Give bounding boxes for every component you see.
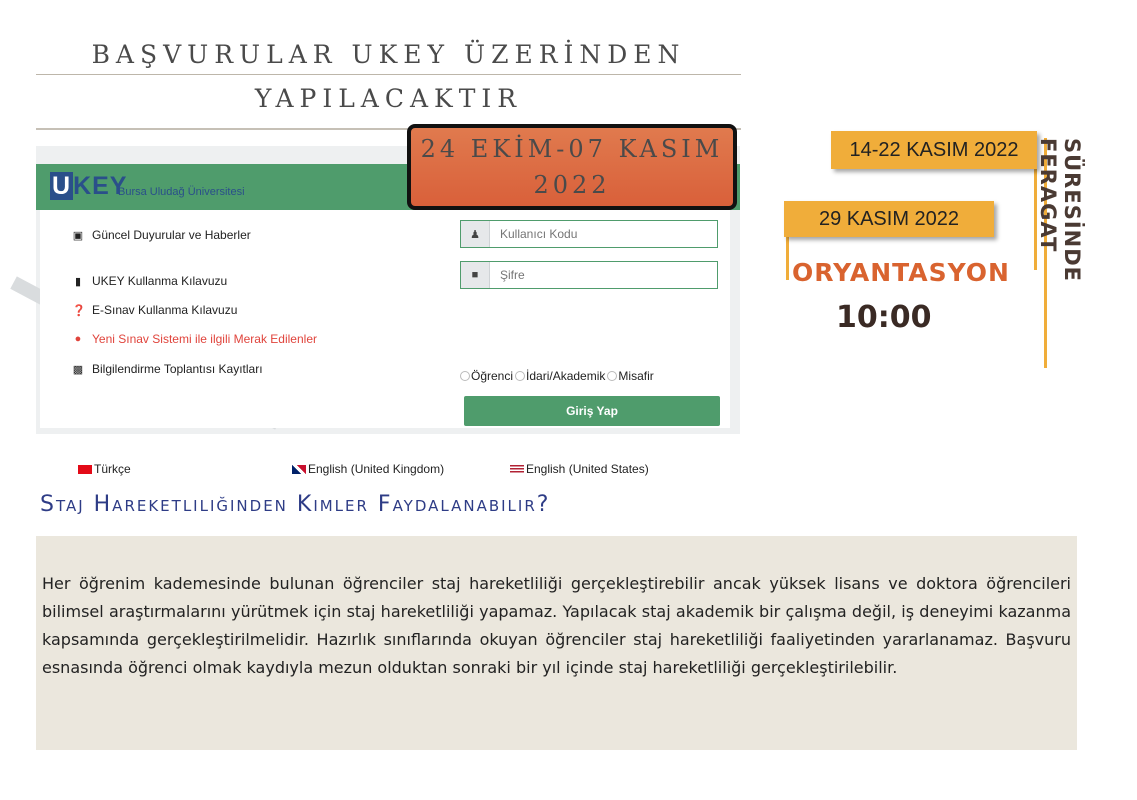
radio-label: Misafir <box>618 369 654 383</box>
lock-icon: ■ <box>461 262 490 288</box>
application-date-box <box>407 124 737 210</box>
menu-item-label: UKEY Kullanma Kılavuzu <box>92 274 228 288</box>
page-title-line2: YAPILACAKTIR <box>254 84 523 113</box>
password-input[interactable] <box>490 262 717 288</box>
section-heading: Staj Hareketliliğinden Kimler Faydalanabilir? <box>40 492 551 517</box>
radio-label: İdari/Akademik <box>526 369 606 383</box>
language-english-uk[interactable] <box>292 462 444 476</box>
date-tag-orientation: 29 KASIM 2022 <box>784 201 994 237</box>
language-label: English (United States) <box>526 462 649 476</box>
username-input[interactable] <box>490 221 717 247</box>
language-label: Türkçe <box>94 462 131 476</box>
language-turkish[interactable] <box>78 462 131 476</box>
us-flag-icon <box>510 465 524 474</box>
bullet-icon: ● <box>74 333 82 345</box>
role-selector <box>460 369 654 383</box>
ukey-logo <box>50 172 127 201</box>
radio-label: Öğrenci <box>471 369 514 383</box>
role-radio-guest[interactable] <box>607 369 653 383</box>
title-divider <box>36 74 741 75</box>
role-radio-student[interactable] <box>460 369 513 383</box>
menu-item-label: E-Sınav Kullanma Kılavuzu <box>92 303 238 317</box>
login-button[interactable]: Giriş Yap <box>464 396 720 426</box>
date-range-line1: 24 EKİM-07 KASIM <box>420 135 724 163</box>
orientation-time: 10:00 <box>836 300 932 335</box>
menu-item-label: Yeni Sınav Sistemi ile ilgili Merak Edilenler <box>92 332 317 346</box>
language-label: English (United Kingdom) <box>308 462 445 476</box>
question-circle-icon: ❓ <box>72 304 86 317</box>
menu-item-esinav-guide[interactable] <box>72 303 237 317</box>
menu-item-label: Güncel Duyurular ve Haberler <box>92 228 251 242</box>
facebook-icon: ▣ <box>72 229 84 242</box>
page-title-line1: BAŞVURULAR UKEY ÜZERİNDEN <box>91 40 686 69</box>
menu-item-announcements[interactable] <box>72 228 251 242</box>
menu-item-ukey-guide[interactable] <box>72 274 227 288</box>
university-name: Bursa Uludağ Üniversitesi <box>118 186 245 198</box>
ukey-logo-text: KEY <box>73 172 128 200</box>
username-field[interactable] <box>460 220 718 248</box>
radio-dot <box>607 371 617 381</box>
orientation-label: ORYANTASYON <box>792 258 1010 287</box>
info-textbox <box>36 536 1077 750</box>
radio-dot <box>460 371 470 381</box>
date-range-line2: 2022 <box>533 171 611 199</box>
password-field[interactable] <box>460 261 718 289</box>
login-card <box>40 210 730 476</box>
user-icon: ♟ <box>461 221 490 247</box>
radio-dot <box>515 371 525 381</box>
ukey-logo-u: U <box>52 172 72 200</box>
role-radio-admin-academic[interactable] <box>515 369 605 383</box>
book-icon: ▮ <box>74 275 82 288</box>
decorative-line <box>786 236 789 280</box>
section-body: Her öğrenim kademesinde bulunan öğrenciler staj hareketliliği gerçekleştirebilir ancak yüksek lisans ve doktora öğrencileri bilimsel araştırmalarını yürütmek için staj hareketliliği yapamaz. Yapılacak staj akademik bir çalışma değil, iş deneyimi kazanma kapsamında gerçekleştirilmelidir. Hazırlık sınıflarında okuyan öğrenciler staj hareketliliği faaliyetinden yararlanamaz. Başvuru esnasında öğrenci olmak kaydıyla mezun olduktan sonraki bir yıl içinde staj hareketliliği gerçekleştirilebilir. <box>42 574 1071 677</box>
language-english-us[interactable] <box>510 462 649 476</box>
turkey-flag-icon <box>78 465 92 474</box>
menu-item-new-exam-faq[interactable] <box>72 332 317 346</box>
menu-item-label: Bilgilendirme Toplantısı Kayıtları <box>92 362 263 376</box>
uk-flag-icon <box>292 465 306 474</box>
video-camera-icon: ▩ <box>72 363 84 376</box>
date-tag-waiver-period: 14-22 KASIM 2022 <box>831 131 1037 169</box>
menu-item-meeting-recordings[interactable] <box>72 362 263 376</box>
waiver-vertical-label: SÜRESİNDE FERAGAT <box>1044 138 1084 368</box>
